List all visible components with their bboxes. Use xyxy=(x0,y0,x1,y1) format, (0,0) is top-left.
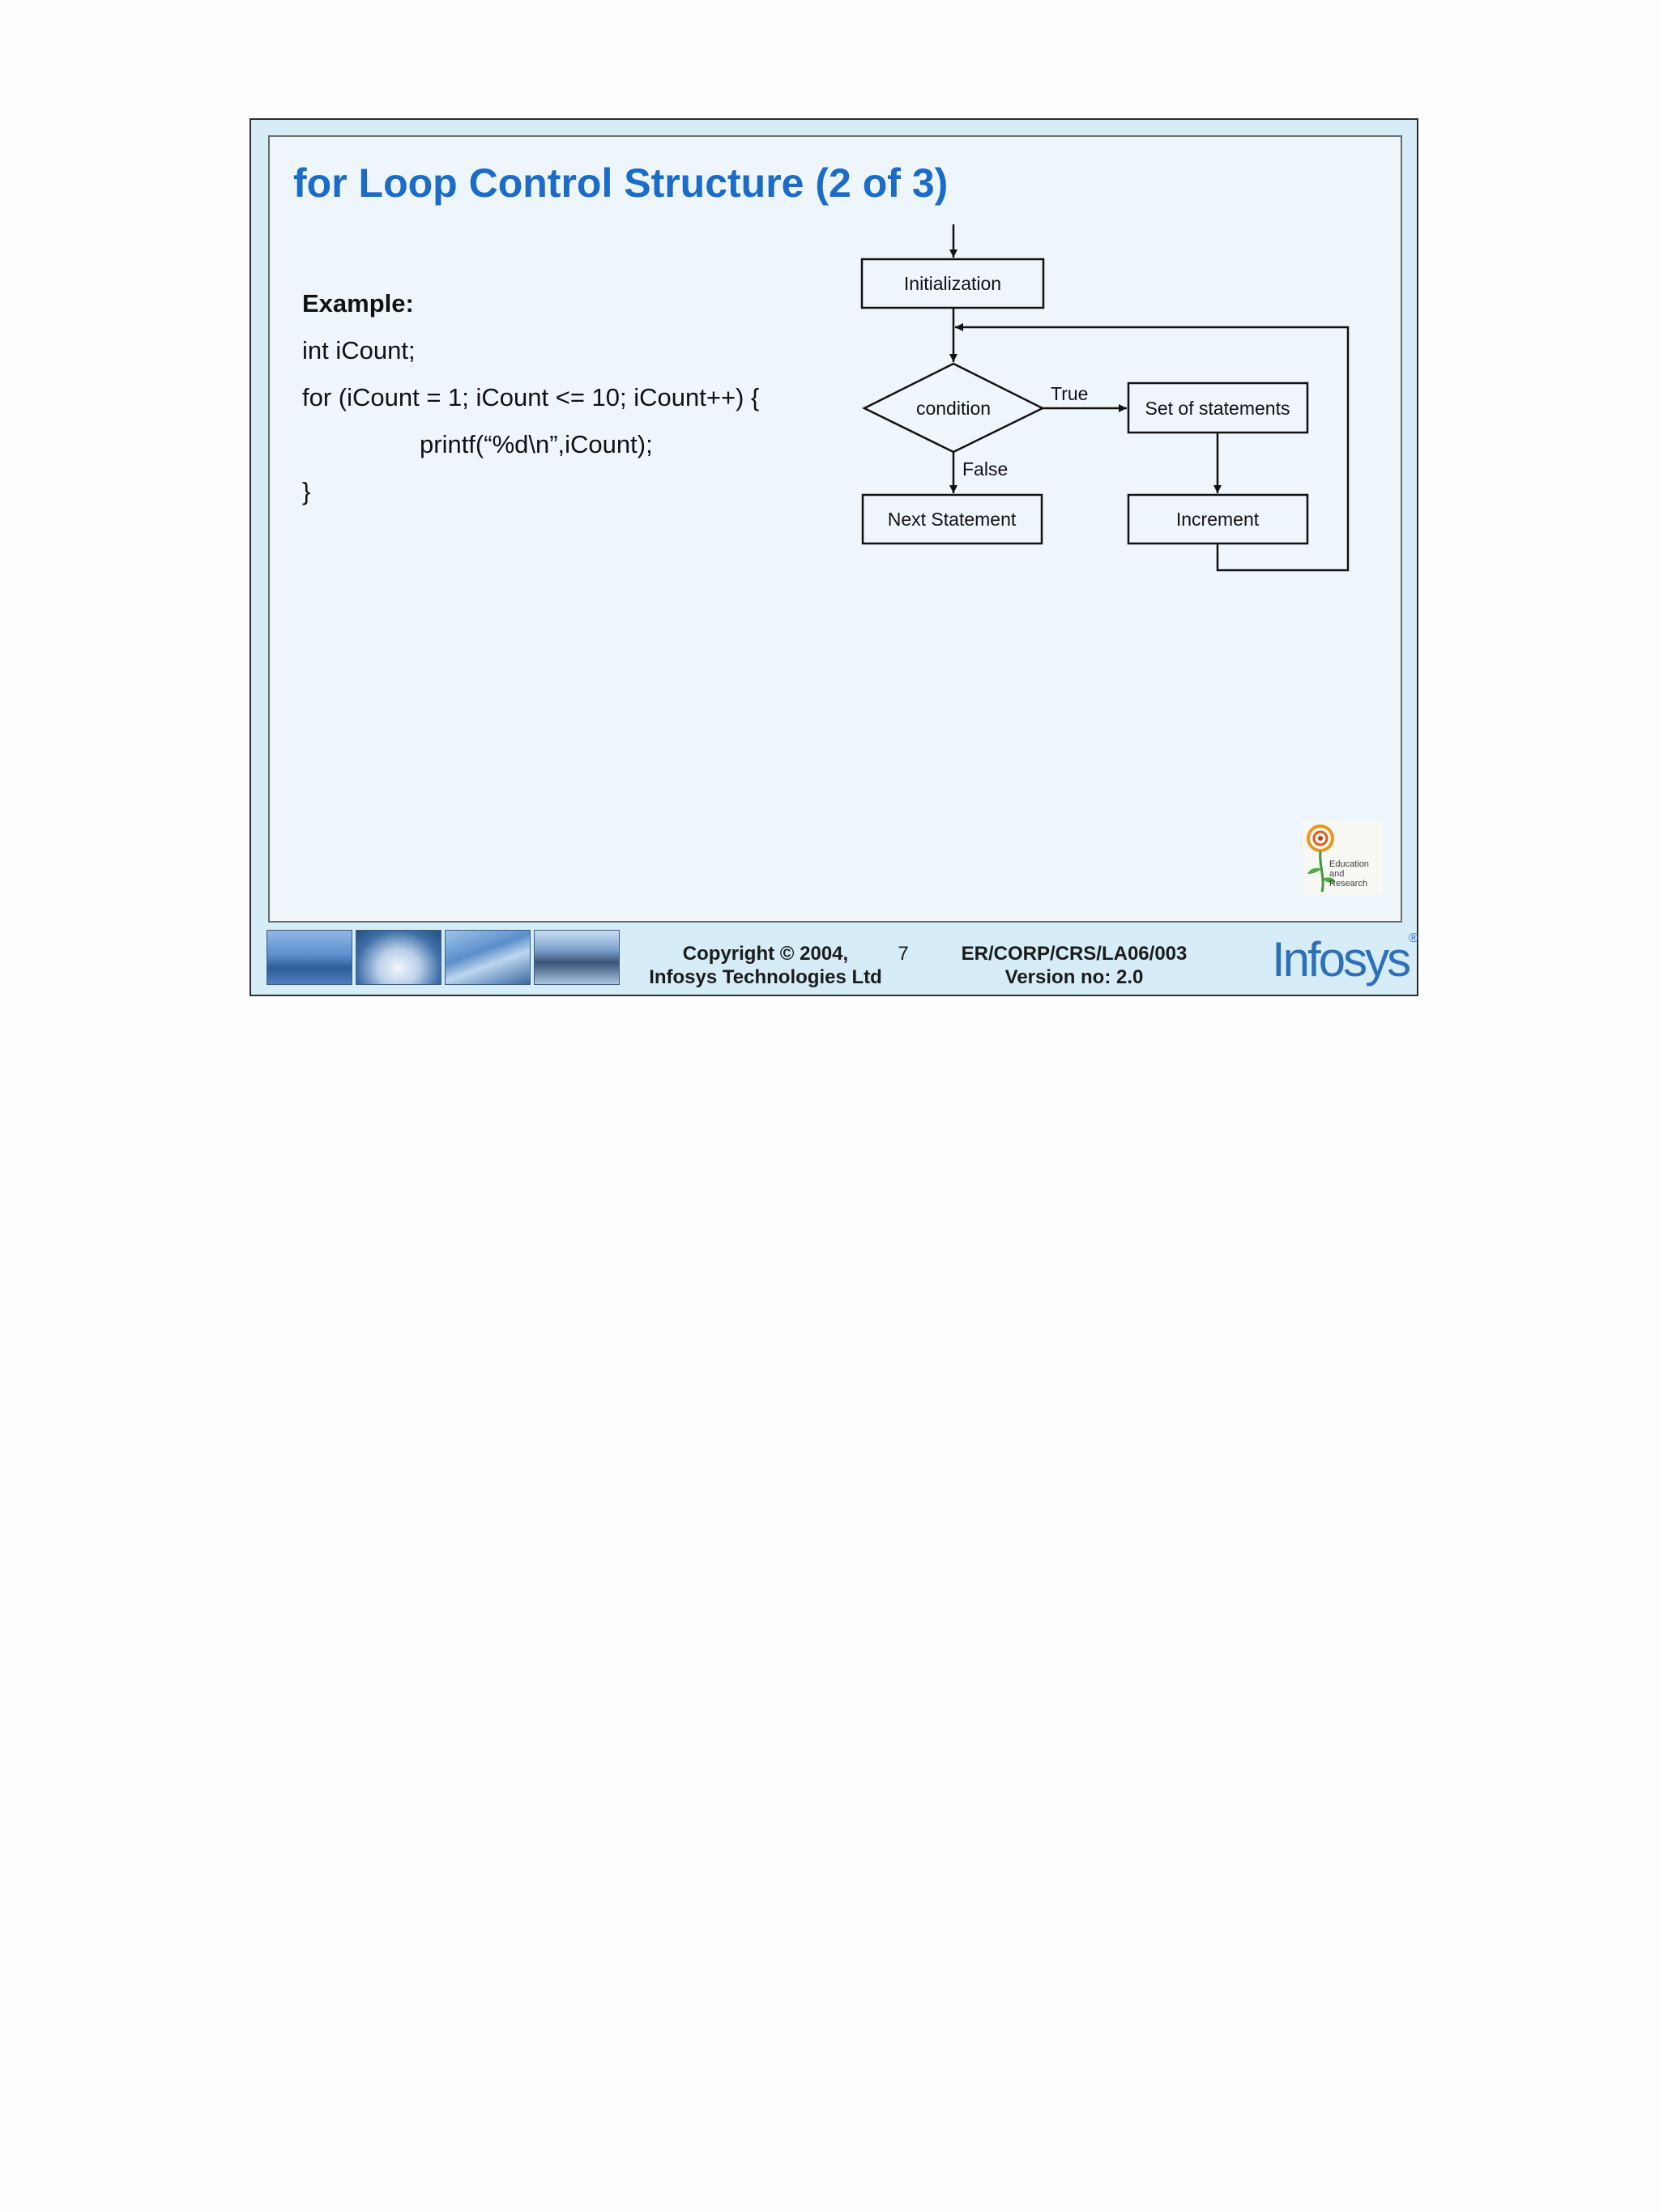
campus-photo-1 xyxy=(267,930,352,985)
page-number: 7 xyxy=(898,943,909,965)
statements-label: Set of statements xyxy=(1145,398,1290,419)
document-code: ER/CORP/CRS/LA06/003 xyxy=(961,943,1188,965)
campus-photo-4 xyxy=(534,930,620,985)
slide xyxy=(249,118,1418,996)
example-label: Example: xyxy=(302,289,414,318)
er-logo-line-2: and xyxy=(1329,869,1345,879)
registered-mark: ® xyxy=(1409,931,1418,945)
education-research-logo xyxy=(1303,820,1384,895)
version-number: Version no: 2.0 xyxy=(1004,966,1144,988)
campus-photo-2 xyxy=(356,930,441,985)
increment-label: Increment xyxy=(1175,509,1260,530)
er-logo-line-3: Research xyxy=(1329,879,1368,889)
next-statement-label: Next Statement xyxy=(887,509,1017,530)
copyright-line-2: Infosys Technologies Ltd xyxy=(649,966,882,988)
copyright-line-1: Copyright © 2004, xyxy=(682,943,849,965)
for-loop-flowchart xyxy=(270,137,1404,924)
code-line-closing-brace: } xyxy=(302,477,311,505)
copyright-notice xyxy=(636,942,895,989)
true-label: True xyxy=(1051,383,1089,404)
condition-label: condition xyxy=(915,398,992,419)
campus-photo-3 xyxy=(445,930,531,985)
code-line-printf: printf(“%d\n”,iCount); xyxy=(420,430,653,458)
code-line-for-header: for (iCount = 1; iCount <= 10; iCount++) { xyxy=(302,383,760,411)
er-logo-line-1: Education xyxy=(1329,859,1369,869)
infosys-logo xyxy=(1272,931,1418,987)
infosys-logo-text: Infosys xyxy=(1272,932,1410,987)
code-line-declaration: int iCount; xyxy=(302,336,416,364)
initialization-label: Initialization xyxy=(903,273,1002,294)
document-info xyxy=(953,942,1196,989)
false-label: False xyxy=(962,458,1009,479)
slide-title: for Loop Control Structure (2 of 3) xyxy=(293,160,949,206)
footer-campus-photos xyxy=(267,930,639,985)
slide-content-panel xyxy=(268,135,1402,923)
loop-back-arrow xyxy=(955,327,1348,570)
